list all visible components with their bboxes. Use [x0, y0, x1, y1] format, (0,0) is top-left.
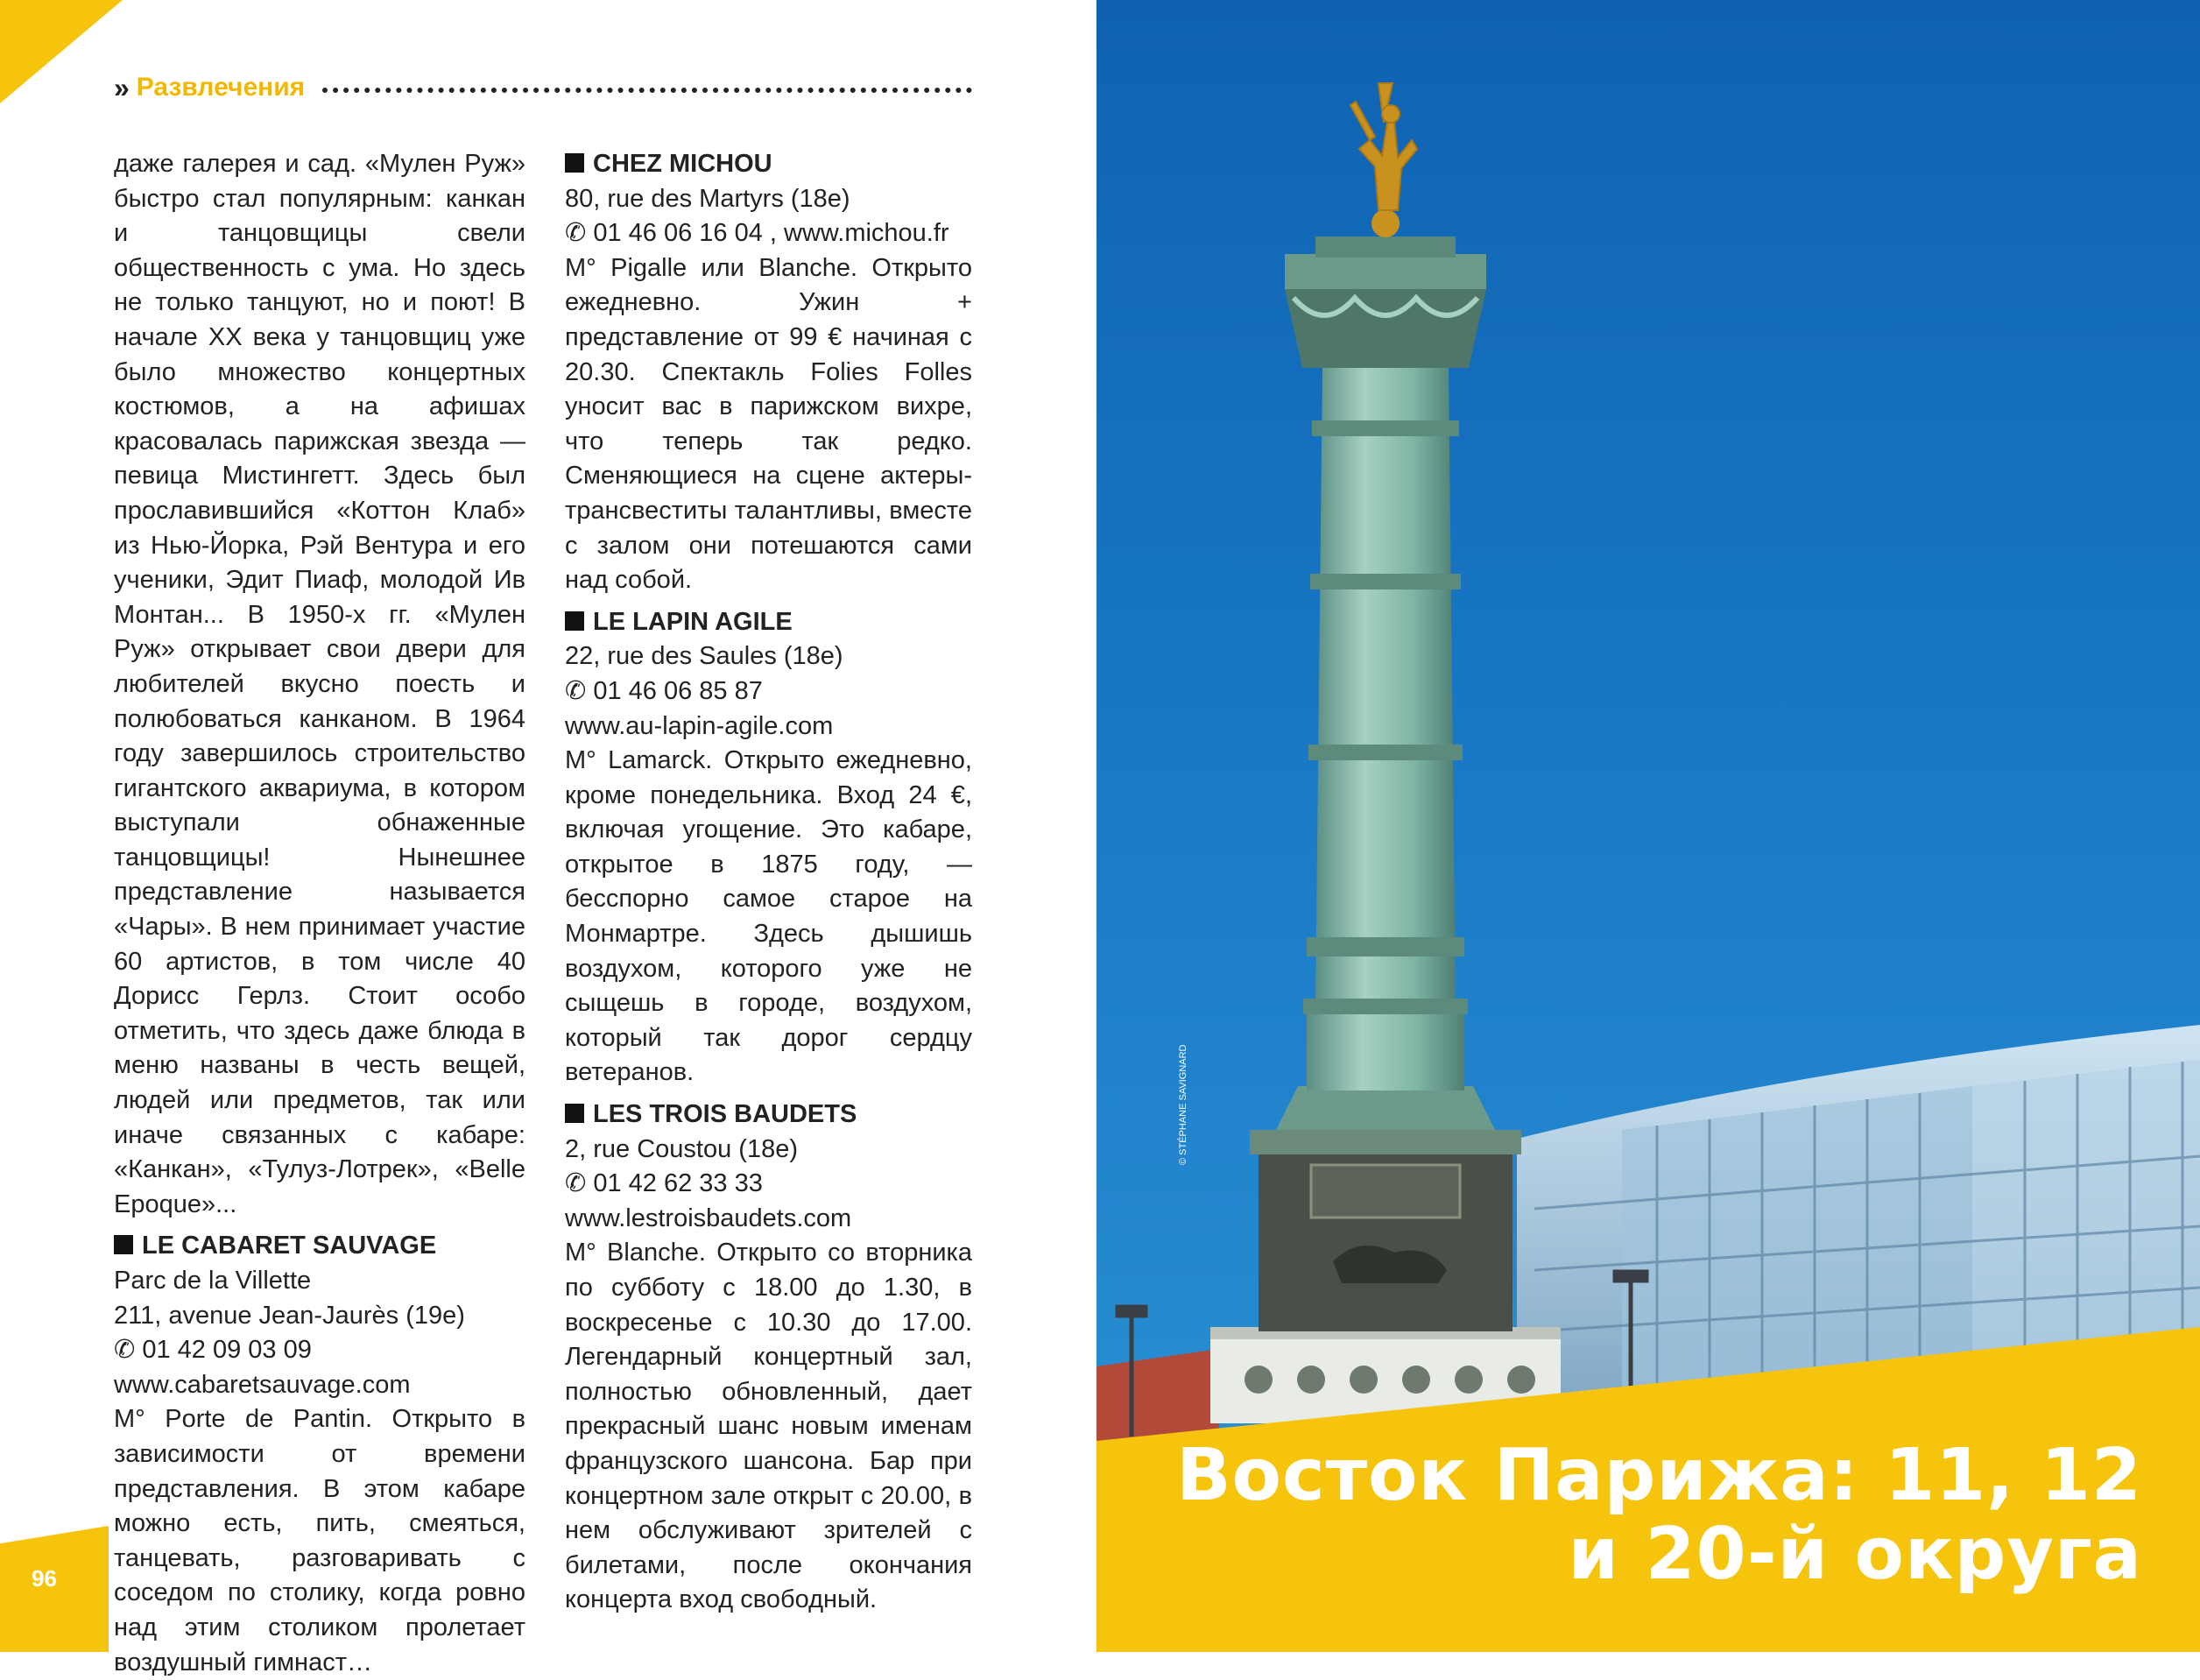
chapter-title	[1176, 1436, 2142, 1594]
square-bullet-icon	[565, 153, 584, 173]
corner-decoration-top	[0, 0, 123, 103]
venue-title: CHEZ MICHOU	[565, 147, 972, 182]
july-column	[1276, 209, 1495, 1130]
left-column	[114, 147, 525, 1680]
venue-entry	[565, 147, 972, 598]
venue-description: M° Blanche. Открыто со вторника по субботу с 18.00 до 1.30, в воскресенье с 10.30 до 17.00. Легендарный концертный зал, полностью обновленный, дает прекрасный шанс новым именам французского шансона. Бар при концертном зале открыт с 20.00, в нем обслуживают зрителей с билетами, после окончания концерта вход свободный.	[565, 1239, 972, 1614]
right-column	[565, 147, 972, 1618]
venue-description: M° Porte de Pantin. Открыто в зависимости от времени представления. В этом кабаре можно есть, пить, смеяться, танцевать, разговаривать с соседом по столику, когда ровно над этим столиком пролетает воздушный гимнаст…	[114, 1405, 525, 1676]
venue-address: 22, rue des Saules (18e)	[565, 642, 843, 671]
square-bullet-icon	[114, 1235, 133, 1254]
venue-title: LE LAPIN AGILE	[565, 605, 972, 640]
dotted-leader	[322, 88, 972, 93]
venue-address: 80, rue des Martyrs (18e)	[565, 184, 850, 213]
venue-entry	[565, 1098, 972, 1618]
venue-description: M° Pigalle или Blanche. Открыто ежедневно. Ужин + представление от 99 € начиная с 20.30. Спектакль Folies Folles уносит вас в парижском вихре, что теперь так редко. Сменяющиеся на сцене актеры-трансвеститы талантливы, вместе с залом они потешаются сами над собой.	[565, 253, 972, 595]
chevron-icon: »	[114, 71, 130, 103]
venue-entry	[114, 1229, 525, 1680]
venue-place: Parc de la Villette	[114, 1267, 312, 1295]
section-title: Развлечения	[136, 73, 306, 102]
venue-address: 211, avenue Jean-Jaurès (19e)	[114, 1301, 465, 1330]
left-page	[0, 0, 1096, 1676]
photo-page	[1096, 0, 2200, 1652]
venue-title: LES TROIS BAUDETS	[565, 1098, 972, 1133]
page-number: 96	[32, 1565, 57, 1592]
body-paragraph: даже галерея и сад. «Мулен Руж» быстро стал популярным: канкан и танцовщицы свели общественность с ума. Но здесь не только танцуют, но и поют! В начале XX века у танцовщиц уже было множество концертных костюмов, а на афишах красовалась парижская звезда — певица Мистингетт. Здесь был прославившийся «Коттон Клаб» из Нью-Йорка, Рэй Вентура и его ученики, Эдит Пиаф, молодой Ив Монтан... В 1950-х гг. «Мулен Руж» открывает свои двери для любителей вкусно поесть и полюбоваться канканом. В 1964 году завершилось строительство гигантского аквариума, в котором выступали обнаженные танцовщицы! Нынешнее представление называется «Чары». В нем принимает участие 60 артистов, в том числе 40 Дорисс Герлз. Стоит особо отметить, что здесь даже блюда в меню названы в честь вещей, людей или предметов, так или иначе связанных с кабаре: «Канкан», «Тулуз-Лотрек», «Belle Epoque»...	[114, 150, 525, 1218]
venue-website[interactable]: www.lestroisbaudets.com	[565, 1204, 852, 1232]
venue-entry	[565, 605, 972, 1091]
square-bullet-icon	[565, 1104, 584, 1123]
venue-description: M° Lamarck. Открыто ежедневно, кроме понедельника. Вход 24 €, включая угощение. Это кабаре, открытое в 1875 году, — бесспорно самое старое на Монмартре. Здесь дышишь воздухом, которого уже не сыщешь в городе, воздухом, который так дорог сердцу ветеранов.	[565, 746, 972, 1087]
venue-title: LE CABARET SAUVAGE	[114, 1229, 525, 1264]
venue-address: 2, rue Coustou (18e)	[565, 1134, 798, 1163]
venue-phone: ✆ 01 46 06 85 87	[565, 676, 763, 705]
venue-phone: ✆ 01 42 62 33 33	[565, 1169, 763, 1198]
running-header	[114, 68, 972, 107]
venue-website[interactable]: www.au-lapin-agile.com	[565, 711, 834, 740]
venue-website[interactable]: www.cabaretsauvage.com	[114, 1370, 411, 1399]
venue-phone: ✆ 01 42 09 03 09	[114, 1336, 312, 1365]
column-base	[1210, 1130, 1561, 1423]
chapter-title-line-1: Восток Парижа: 11, 12	[1176, 1434, 2142, 1517]
chapter-title-line-2: и 20-й округа	[1568, 1513, 2142, 1596]
square-bullet-icon	[565, 611, 584, 631]
golden-statue	[1350, 83, 1417, 210]
venue-phone: ✆ 01 46 06 16 04 , www.michou.fr	[565, 219, 949, 248]
photo-credit: © STÉPHANE SAVIGNARD	[1178, 1044, 1188, 1165]
